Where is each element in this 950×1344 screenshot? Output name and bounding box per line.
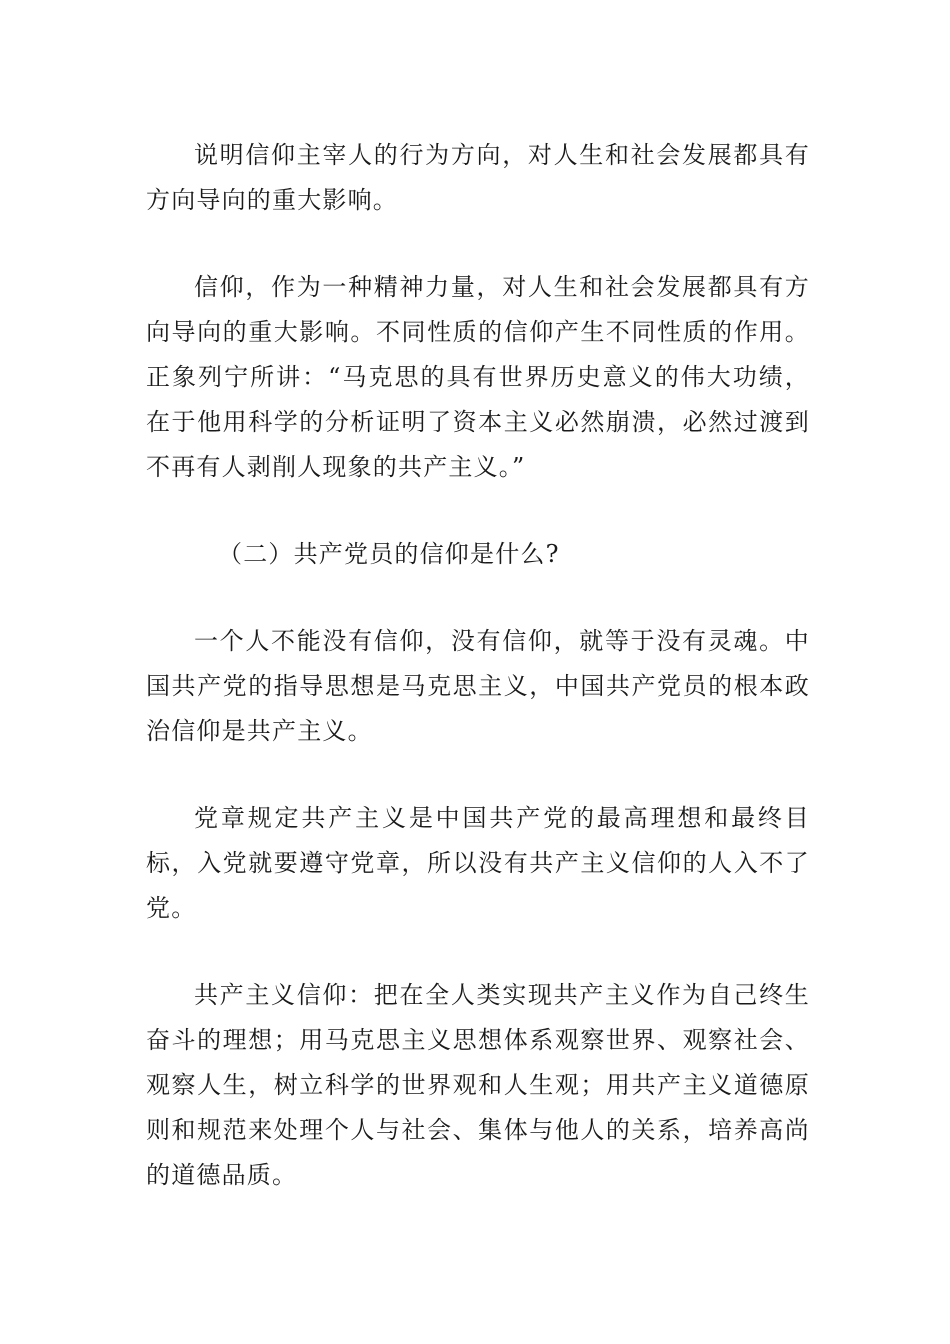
paragraph-party-constitution: 党章规定共产主义是中国共产党的最高理想和最终目标，入党就要遵守党章，所以没有共产主义信仰的人入不了党。: [146, 804, 810, 922]
paragraph-belief-direction: 说明信仰主宰人的行为方向，对人生和社会发展都具有方向导向的重大影响。: [146, 141, 810, 214]
paragraph-no-soul: 一个人不能没有信仰，没有信仰，就等于没有灵魂。中国共产党的指导思想是马克思主义，中国共产党员的根本政治信仰是共产主义。: [146, 627, 810, 745]
section-heading: （二）共产党员的信仰是什么?: [218, 540, 560, 568]
paragraph-communist-belief: 共产主义信仰：把在全人类实现共产主义作为自己终生奋斗的理想；用马克思主义思想体系观察世界、观察社会、观察人生，树立科学的世界观和人生观；用共产主义道德原则和规范来处理个人与社会、集体与他人的关系，培养高尚的道德品质。: [146, 981, 810, 1189]
paragraph-belief-spiritual-force: 信仰，作为一种精神力量，对人生和社会发展都具有方向导向的重大影响。不同性质的信仰产生不同性质的作用。正象列宁所讲：“马克思的具有世界历史意义的伟大功绩，在于他用科学的分析证明了资本主义必然崩溃，必然过渡到不再有人剥削人现象的共产主义。”: [146, 273, 810, 481]
document-body: [146, 133, 810, 1240]
